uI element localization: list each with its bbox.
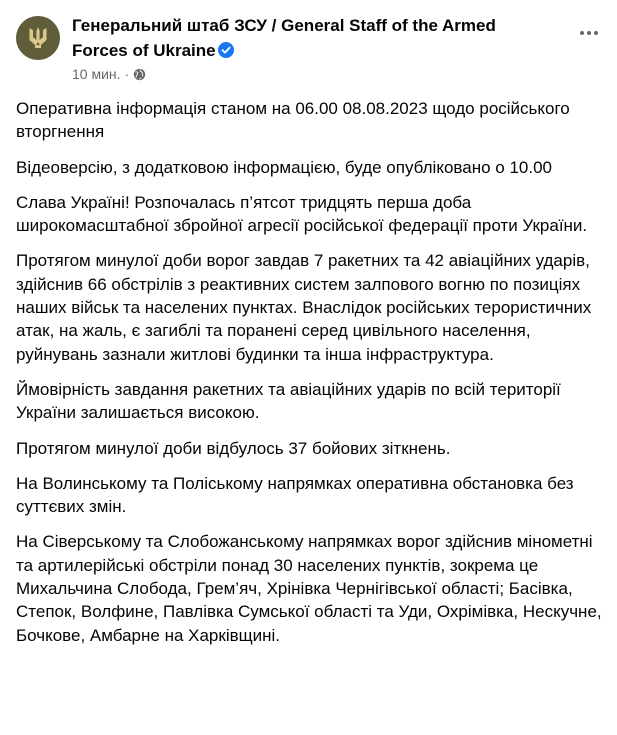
more-dot xyxy=(594,31,598,35)
trident-icon xyxy=(25,25,51,51)
post-paragraph: Протягом минулої доби відбулось 37 бойових зіткнень. xyxy=(16,438,451,458)
more-dot xyxy=(580,31,584,35)
post-paragraph: Ймовірність завдання ракетних та авіаційних ударів по всій території України залишається високою. xyxy=(16,379,561,423)
verified-badge-icon xyxy=(218,42,234,58)
post-header xyxy=(16,13,601,93)
post-paragraph: На Волинському та Поліському напрямках оперативна обстановка без суттєвих змін. xyxy=(16,473,574,517)
globe-icon[interactable] xyxy=(133,68,146,81)
post-author[interactable] xyxy=(72,13,542,63)
post-time[interactable]: 10 мин. xyxy=(72,66,121,82)
meta-separator: · xyxy=(124,66,130,82)
page-avatar[interactable] xyxy=(16,16,60,60)
post-paragraph: Протягом минулої доби ворог завдав 7 ракетних та 42 авіаційних ударів, здійснив 66 обстрілів з реактивних систем залпового вогню по позиціях наших військ та населених пунктах. Внаслідок російських терористичних атак, на жаль, є загиблі та поранені серед цивільного населення, руйнувань зазнали житлові будинки та інша інфраструктура. xyxy=(16,251,592,364)
post-paragraph: Оперативна інформація станом на 06.00 08.08.2023 щодо російського вторгнення xyxy=(16,99,570,142)
post-paragraph: На Сіверському та Слобожанському напрямках ворог здійснив мінометні та артилерійські обстріли понад 30 населених пунктів, зокрема це Михальчина Слобода, Грем’яч, Хрінівка Чернігівської області; Басівка, Степок, Волфине, Павлівка Сумської області та Уди, Охрімівка, Нескучне, Бочкове, Амбарне на Харківщині. xyxy=(16,532,602,645)
post-paragraph: Відеоверсію, з додатковою інформацією, буде опубліковано о 10.00 xyxy=(16,157,552,177)
post-text xyxy=(16,97,606,659)
more-options-icon[interactable] xyxy=(577,23,601,43)
post-meta xyxy=(72,66,146,82)
more-dot xyxy=(587,31,591,35)
post-paragraph: Слава Україні! Розпочалась п’ятсот тридцять перша доба широкомасштабної збройної агресії російської федерації проти України. xyxy=(16,192,588,236)
author-name[interactable]: Генеральний штаб ЗСУ / General Staff of the Armed Forces of Ukraine xyxy=(72,16,496,60)
